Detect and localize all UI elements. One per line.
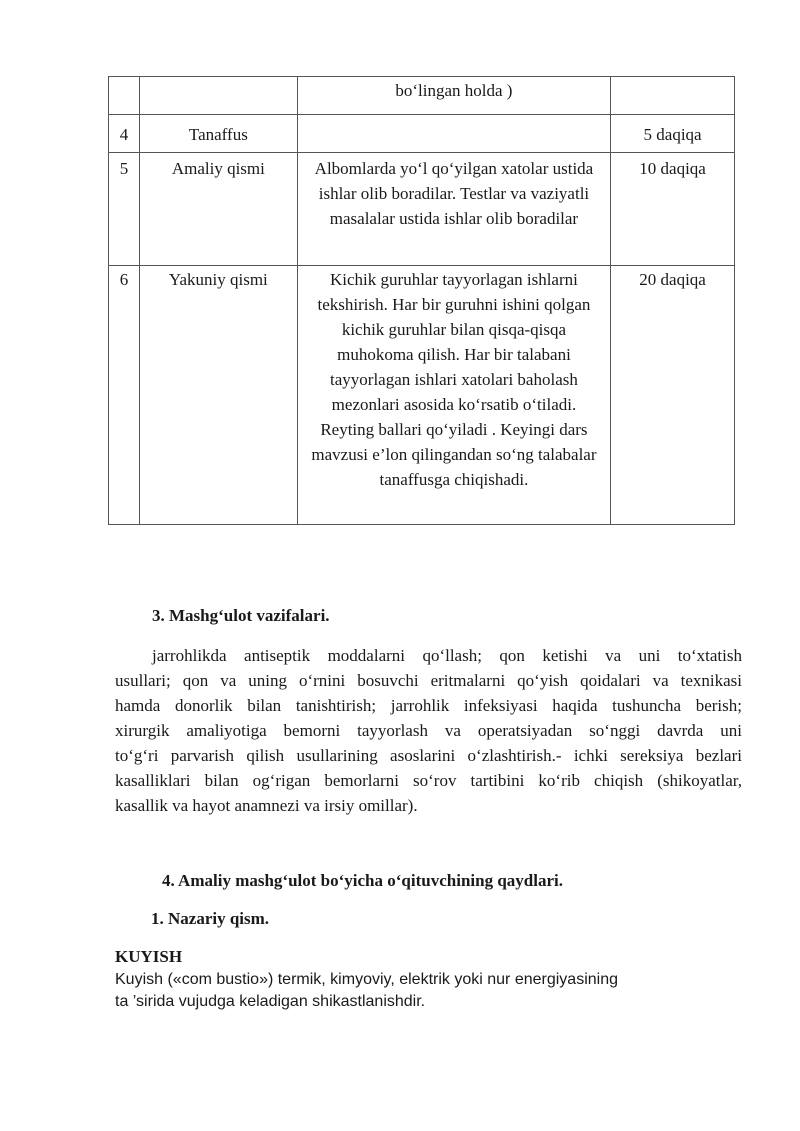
kuyish-definition <box>115 969 735 1013</box>
description-cell: Albomlarda yo‘l qo‘yilgan xatolar ustida ishlar olib boradilar. Testlar va vaziyatli masalalar ustida ishlar olib boradilar <box>297 153 610 266</box>
stage-cell: Tanaffus <box>139 115 297 153</box>
duration-cell: 20 daqiqa <box>611 266 735 525</box>
theory-subheading: 1. Nazariy qism. <box>151 909 270 928</box>
definition-line: Kuyish («com bustio») termik, kimyoviy, elektrik yoki nur energiyasining <box>115 971 618 988</box>
table-row <box>109 77 735 115</box>
row-number-cell: 4 <box>109 115 140 153</box>
table-row <box>109 153 735 266</box>
duration-cell <box>611 77 735 115</box>
table-row <box>109 115 735 153</box>
paragraph-line: jarrohlikda antiseptik moddalarni qo‘llash; qon ketishi va uni to‘xtatish <box>152 646 742 665</box>
description-cell: Kichik guruhlar tayyorlagan ishlarni tekshirish. Har bir guruhni ishini qolgan kichik guruhlar bilan qisqa-qisqa muhokoma qilish. Har bir talabani tayyorlagan ishlari xatolari baholash mezonlari asosida ko‘rsatib o‘tiladi. Reyting ballari qo‘yiladi . Keyingi dars mavzusi e’lon qilingandan so‘ng talabalar tanaffusga chiqishadi. <box>297 266 610 525</box>
row-number-cell <box>109 77 140 115</box>
paragraph-line: xirurgik amaliyotiga bemorni tayyorlash va operatsiyadan so‘nggi davrda uni <box>115 721 742 740</box>
table-row <box>109 266 735 525</box>
section-4-heading: 4. Amaliy mashg‘ulot bo‘yicha o‘qituvchining qaydlari. <box>162 871 563 890</box>
duration-cell: 10 daqiqa <box>611 153 735 266</box>
description-cell: bo‘lingan holda ) <box>297 77 610 115</box>
paragraph-line: kasallik va hayot anamnezi va irsiy omillar). <box>115 796 418 815</box>
paragraph-line: to‘g‘ri parvarish qilish usullarining asoslarini o‘zlashtirish.- ichki sereksiya bezlari <box>115 746 742 765</box>
stage-cell: Amaliy qismi <box>139 153 297 266</box>
paragraph-line: hamda donorlik bilan tanishtirish; jarrohlik infeksiyasi haqida tushuncha berish; <box>115 696 742 715</box>
section-3-paragraph <box>115 643 742 818</box>
paragraph-line: kasalliklari bilan og‘rigan bemorlarni so‘rov tartibini ko‘rib chiqish (shikoyatlar, <box>115 771 742 790</box>
row-number-cell: 5 <box>109 153 140 266</box>
lesson-plan-table <box>108 76 735 525</box>
stage-cell: Yakuniy qismi <box>139 266 297 525</box>
definition-line: ta ’sirida vujudga keladigan shikastlanishdir. <box>115 993 426 1010</box>
section-3-heading: 3. Mashg‘ulot vazifalari. <box>152 606 330 625</box>
stage-cell <box>139 77 297 115</box>
kuyish-heading: KUYISH <box>115 947 183 966</box>
paragraph-line: usullari; qon va uning o‘rnini bosuvchi eritmalarni qo‘yish qoidalari va texnikasi <box>115 671 742 690</box>
row-number-cell: 6 <box>109 266 140 525</box>
description-cell <box>297 115 610 153</box>
duration-cell: 5 daqiqa <box>611 115 735 153</box>
